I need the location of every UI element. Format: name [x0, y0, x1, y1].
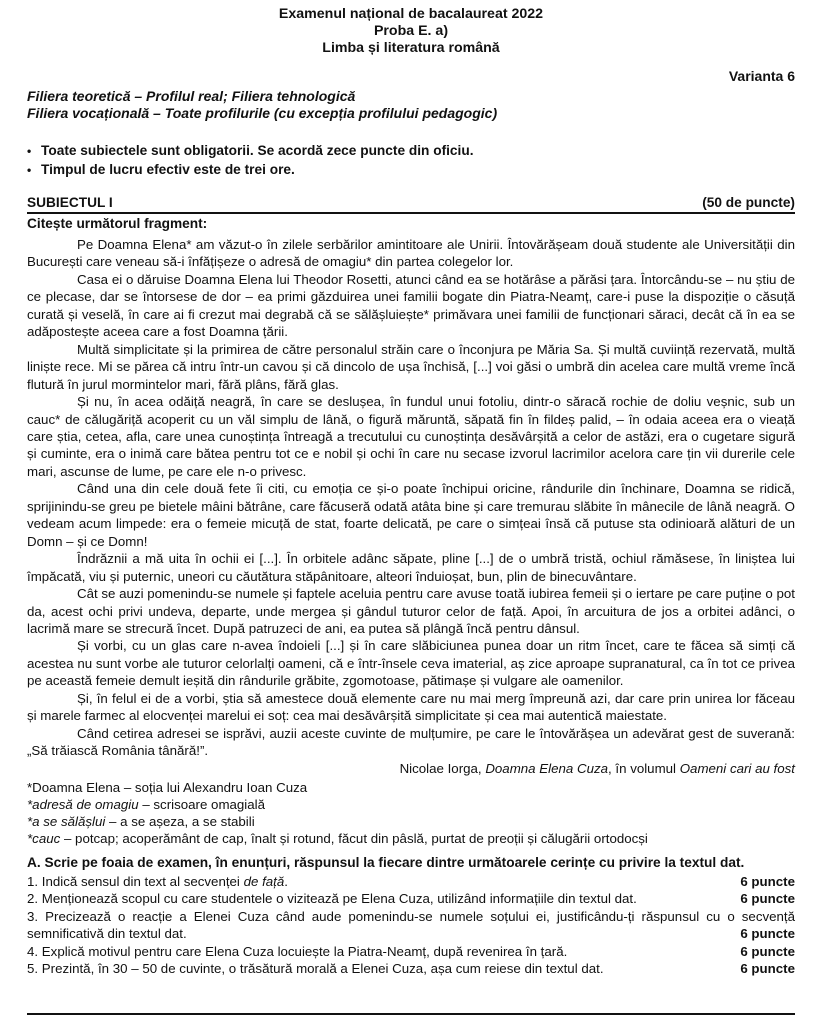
fragment-paragraph: Când una din cele două fete îi citi, cu emoția ce și-o poate închipui oricine, rândurile din închinare, Doamna se ridică, sprijinindu-se greu pe bietele mâini bătrâne, care făcuseră odată atâta bine și care tremurau slăbite în mânecile de lână neagră. O vedeam acum limpede: era o femeie micuță de stat, foarte delicată, pe care o simțeai însă că putuse sta odinioară alături de un Domn – și ce Domn!: [27, 481, 795, 549]
filiera-line-1: Filiera teoretică – Profilul real; Filiera tehnologică: [27, 88, 356, 104]
footnote-line: [27, 779, 795, 796]
general-notes: [27, 142, 795, 179]
question-text: 4. Explică motivul pentru care Elena Cuza locuiește la Piatra-Neamț, după revenirea în țară.: [27, 943, 568, 959]
exam-title-block: [27, 6, 795, 57]
attribution-connector: , în volumul: [608, 760, 680, 776]
subject-points: (50 de puncte): [702, 195, 795, 210]
literary-fragment: [27, 236, 795, 760]
points-badge: 6 puncte: [734, 943, 795, 961]
footnote-term: *adresă de omagiu: [27, 797, 139, 813]
subject-instruction: Citește următorul fragment:: [27, 216, 208, 231]
filiera-block: [27, 88, 795, 121]
footnote-line: [27, 796, 795, 813]
variant-label: Varianta 6: [728, 68, 795, 84]
bullet-icon: •: [27, 144, 32, 158]
exam-title-line-2: Proba E. a): [373, 23, 449, 39]
attribution-volume-title: Oameni cari au fost: [679, 760, 795, 776]
question-number: 1.: [27, 873, 39, 889]
fragment-paragraph: Și vorbi, cu un glas care n-avea îndoieli [...] și în care slăbiciunea punea doar un ritm încet, care te făcea să simți că acestea nu sunt vorbe ale tuturor celorlalți oameni, că e într-însele ceva imaterial, aș zice aproape supranatural, ca în tot ce privea pe această femeie demult ieșită din rândurile grăbite, zgomotoase, pătimașe și vulgare ale oamenilor.: [27, 638, 795, 689]
question-text: 2. Menționează scopul cu care studentele o vizitează pe Elena Cuza, utilizând informațiile din textul dat.: [27, 891, 637, 907]
subject-header: [27, 195, 795, 214]
fragment-paragraph: Pe Doamna Elena* am văzut-o în zilele serbărilor amintitoare ale Unirii. Întovărășeam două studente ale Universității din București care veneau să-i înfățișeze o adresă de omagiu* din partea colegelor lor.: [27, 237, 795, 270]
footnote-line: [27, 830, 795, 847]
footnote-definition: – potcap; acoperământ de cap, înalt și rotund, făcut din pâslă, purtat de preoții și călugării ortodocși: [60, 831, 648, 847]
question-text: 3. Precizează o reacție a Elenei Cuza când aude pomenindu-se numele soțului ei, justificându-ți răspunsul cu o secvență semnificativă din textul dat.: [27, 908, 795, 942]
footnote-definition: – scrisoare omagială: [138, 797, 266, 813]
footnote-definition: – soția lui Alexandru Ioan Cuza: [120, 780, 308, 796]
footnote-term: *cauc: [27, 831, 61, 847]
footnote-definition: – a se așeza, a se stabili: [105, 814, 255, 830]
bullet-icon: •: [27, 162, 32, 177]
points-badge: 6 puncte: [734, 873, 795, 891]
page-footer-divider: [27, 1013, 795, 1015]
fragment-paragraph: Când cetirea adresei se isprăvi, auzii aceste cuvinte de mulțumire, pe care le întovărășea un adevărat gest de suverană: „Să trăiască România tânără!”.: [27, 725, 795, 759]
question-item-5: [27, 960, 795, 978]
footnotes-block: [27, 779, 795, 847]
subject-label: SUBIECTUL I: [27, 195, 113, 210]
note-line: [27, 161, 795, 180]
footnote-term: *a se sălășlui: [27, 814, 106, 830]
attribution-author: Nicolae Iorga,: [399, 760, 486, 776]
fragment-paragraph: Casa ei o dăruise Doamna Elena lui Theodor Rosetti, atunci când ea se hotărâse a părăsi țara. Întorcându-se – nu știu de ce plecase, dar se întorsese de dor – ea primi găzduirea unei familii bogate din Piatra-Neamț, care-i puse la dispoziție o căsuță curată și veselă, în care ai fi crezut mai degrabă că se sălășluiește* primăvara unei familii de funcționari săraci, decât că în ea se adăpostește aceea care a fost Doamna țării.: [27, 271, 795, 340]
question-item-3: [27, 908, 795, 943]
exam-title-line-1: Examenul național de bacalaureat 2022: [278, 6, 544, 22]
footnote-line: [27, 813, 795, 830]
note-text: Timpul de lucru efectiv este de trei ore.: [41, 161, 295, 177]
fragment-paragraph: Cât se auzi pomenindu-se numele și faptele aceluia pentru care avuse toată iubirea femeii și o iertare pe care puține o pot da, acest ochi privi undeva, departe, unde mergea și gândul tuturor celor de față. Apoi, în arcuitura de jos a orbitei adânci, o lacrimă mare se strecură încet. După patruzeci de ani, ea putea să plângă încă pentru dânsul.: [27, 586, 795, 636]
question-text: 5. Prezintă, în 30 – 50 de cuvinte, o trăsătură morală a Elenei Cuza, așa cum reiese din textul dat.: [27, 961, 604, 977]
question-number: 4.: [27, 943, 39, 959]
fragment-paragraph: Și nu, în acea odăiță neagră, în care se deslușea, în fundul unui fotoliu, dintr-o săracă rochie de doliu veșnic, sub un cauc* de călugăriță acoperit cu un văl simplu de lână, o figură măruntă, săpată fin în fildeș palid, – în odaia aceea era o vieață care știa, cetea, afla, care unea cunoștința întreagă a trecutului cu cunoștința desăvârșită a celor de astăzi, era o cugetare sigură și cuminte, era o inimă care bătea pentru tot ce e nobil și ochi în care nu secase izvorul lacrimilor acelora care țin vii durerile cele mari, ascunse de lume, pe care ele n-o privesc.: [27, 394, 795, 479]
fragment-attribution: [27, 760, 795, 778]
question-item-1: [27, 873, 795, 891]
question-item-2: [27, 890, 795, 908]
exam-title-line-3: Limba și literatura română: [322, 40, 500, 56]
points-badge: 6 puncte: [734, 890, 795, 908]
attribution-work-title: Doamna Elena Cuza: [485, 760, 609, 776]
question-number: 2.: [27, 891, 39, 907]
fragment-paragraph: Îndrăznii a mă uita în ochii ei [...]. În orbitele adânc săpate, pline [...] de o umbră tristă, ochiul rămăsese, în liniștea lui împăcată, viu și puternic, uneori cu căutătura stăpânitoare, alteori înduioșat, bun, plin de binecuvântare.: [27, 551, 795, 584]
filiera-line-2: Filiera vocațională – Toate profilurile (cu excepția profilului pedagogic): [27, 104, 498, 121]
note-text: Toate subiectele sunt obligatorii. Se acordă zece puncte din oficiu.: [41, 143, 474, 158]
question-number: 5.: [27, 961, 39, 977]
note-line: [27, 142, 795, 161]
section-a-heading: A. Scrie pe foaia de examen, în enunțuri, răspunsul la fiecare dintre următoarele cerințe cu privire la textul dat.: [27, 855, 745, 871]
footnote-term: *Doamna Elena: [27, 780, 121, 796]
points-badge: 6 puncte: [734, 925, 795, 943]
points-badge: 6 puncte: [734, 960, 795, 978]
question-item-4: [27, 943, 795, 961]
fragment-paragraph: Și, în felul ei de a vorbi, știa să amestece două elemente care nu mai merg împreună azi, dar care prin unirea lor făceau și marele farmec al elocvenței marelui ei soț: cea mai desăvârșită simplicitate și cea mai autentică maiestate.: [27, 690, 795, 724]
section-a-items: [27, 873, 795, 978]
question-number: 3.: [27, 908, 39, 924]
fragment-paragraph: Multă simplicitate și la primirea de către personalul străin care o înconjura pe Măria Sa. Și multă cuviință rezervată, multă liniște rece. Mi se părea că intru într-un cavou și că dincolo de ușa închisă, [...] voi găsi o umbră din acelea care multă vreme încă flutură în jurul mormintelor mari, fără plâns, fără glas.: [27, 341, 795, 392]
question-text: 1. Indică sensul din text al secvenței de față.: [27, 873, 288, 889]
